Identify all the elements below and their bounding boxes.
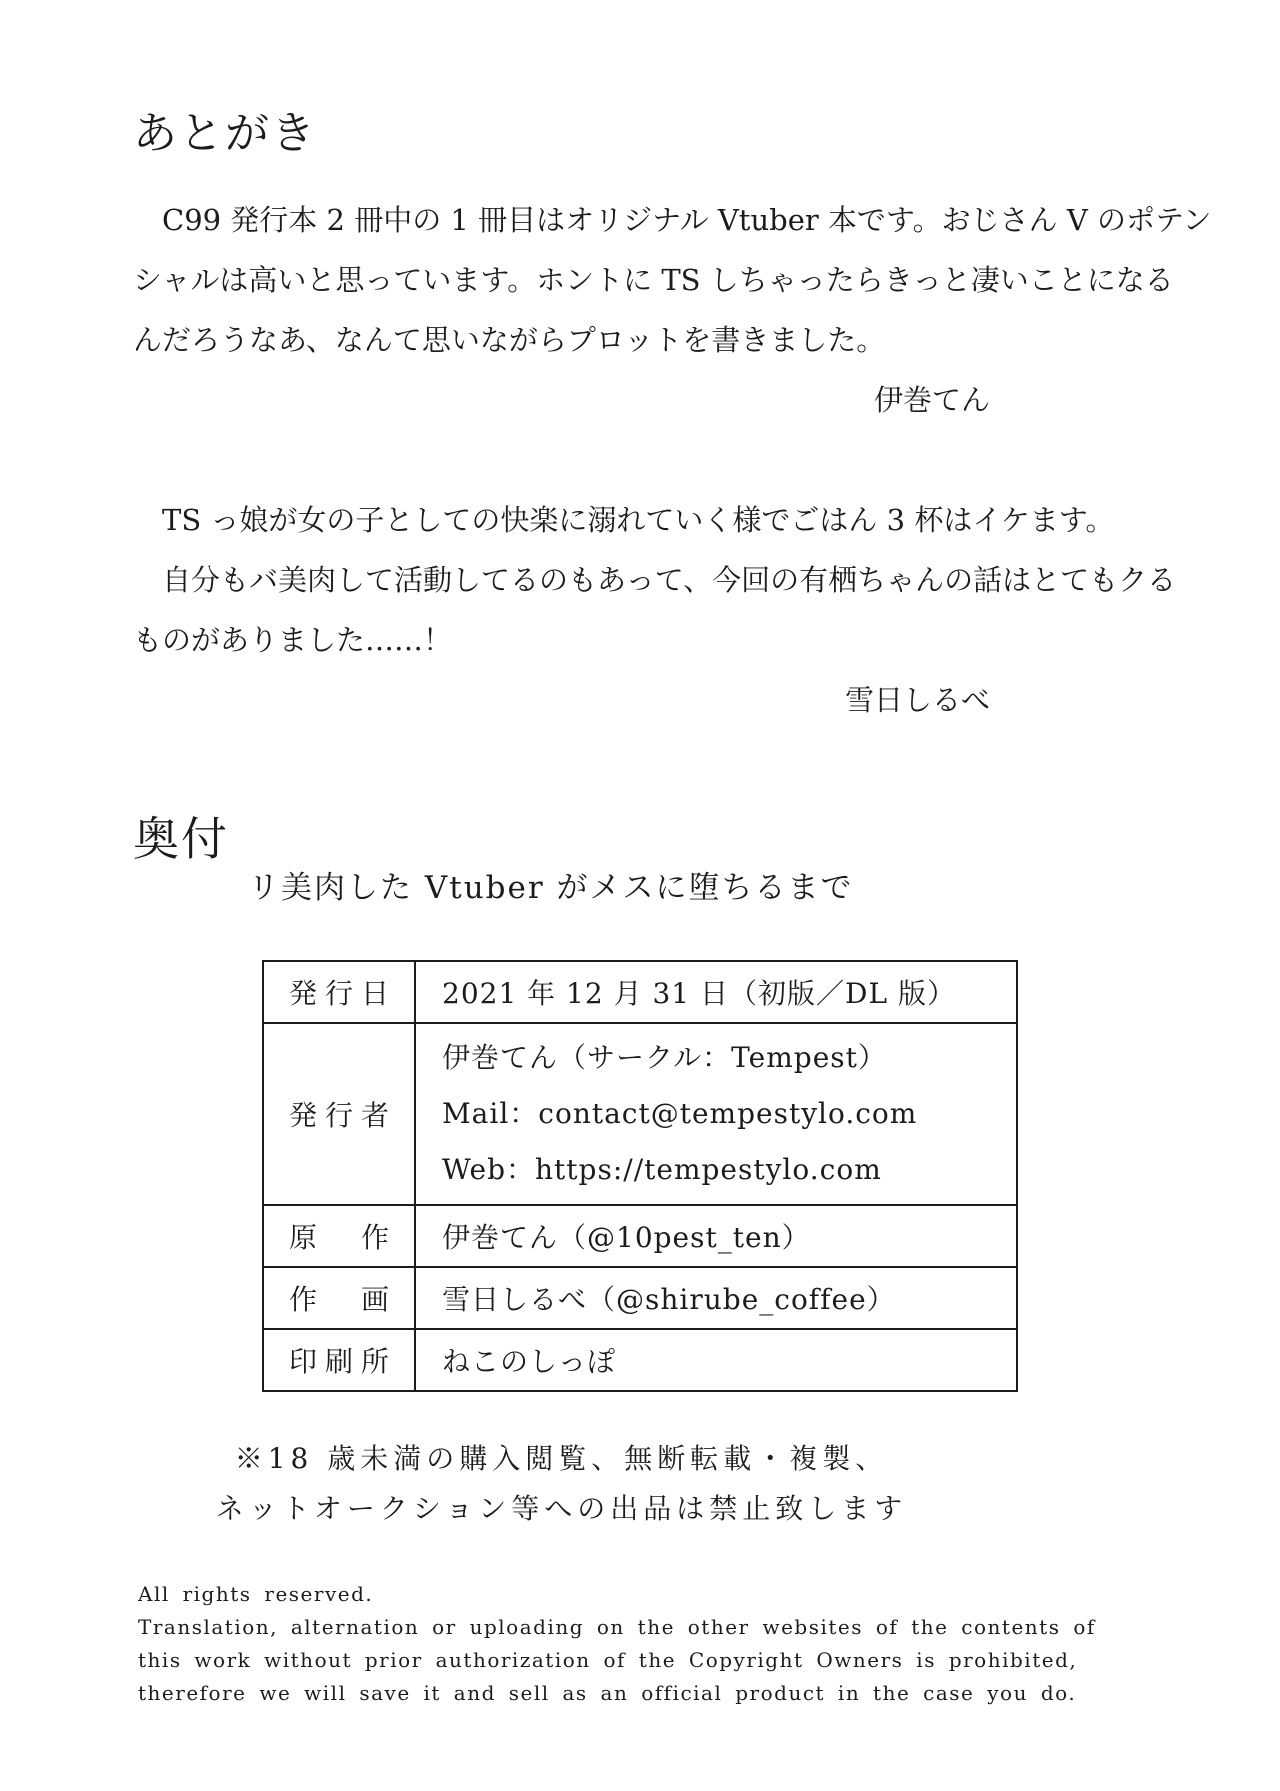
row-label (263, 1267, 415, 1329)
table-row-printer (263, 1329, 1017, 1391)
publisher-mail: Mail：contact@tempestylo.com (442, 1097, 918, 1130)
artist-signature: 雪日しるべ (844, 683, 990, 717)
paragraph-line: シャルは高いと思っています。ホントに TS しちゃったらきっと凄いことになる (133, 263, 1174, 297)
table-row-publisher (263, 1023, 1017, 1205)
row-label-text: 作画 (289, 1283, 389, 1316)
paragraph-line: ものがありました……！ (133, 623, 453, 657)
table-row-publication-date (263, 961, 1017, 1023)
rights-statement (138, 1578, 1096, 1710)
row-label-text: 発行者 (289, 1099, 389, 1132)
author-signature: 伊巻てん (873, 383, 990, 417)
row-value (415, 1329, 1017, 1391)
paragraph-line: C99 発行本 2 冊中の 1 冊目はオリジナル Vtuber 本です。おじさん V のポテン (133, 203, 1212, 237)
row-label (263, 1023, 415, 1205)
paragraph-line: TS っ娘が女の子としての快楽に溺れていく様でごはん 3 杯はイケます。 (133, 503, 1115, 537)
row-label-text: 印刷所 (289, 1345, 389, 1378)
publisher-web: Web：https://tempestylo.com (442, 1153, 882, 1186)
rights-line: this work without prior authorization of the Copyright Owners is prohibited, (138, 1648, 1078, 1672)
colophon-heading: 奥付 (133, 812, 229, 866)
publication-info-table (262, 960, 1018, 1392)
age-restriction-notice (133, 1434, 990, 1534)
notice-line: ネットオークション等への出品は禁止致します (215, 1492, 908, 1525)
row-value-line: 伊巻てん（@10pest_ten） (442, 1221, 811, 1254)
row-label (263, 1205, 415, 1267)
page-content (133, 108, 1212, 1710)
rights-line: therefore we will save it and sell as an official product in the case you do. (138, 1681, 1077, 1705)
afterword-section (133, 108, 1212, 730)
row-value-line: 2021 年 12 月 31 日（初版／DL 版） (442, 977, 956, 1010)
row-label (263, 1329, 415, 1391)
book-title: リ美肉した Vtuber がメスに堕ちるまで (248, 870, 854, 906)
afterword-paragraph-2 (133, 490, 1177, 670)
row-value (415, 1023, 1017, 1205)
row-value-line: ねこのしっぽ (442, 1345, 617, 1378)
row-label-text: 原作 (289, 1221, 389, 1254)
table-row-illustrator (263, 1267, 1017, 1329)
paragraph-line: 自分もバ美肉して活動してるのもあって、今回の有栖ちゃんの話はとてもクる (133, 563, 1177, 597)
paragraph-line: んだろうなあ、なんて思いながらプロットを書きました。 (133, 323, 886, 357)
colophon-section (133, 812, 1096, 1710)
publisher-name: 伊巻てん（サークル：Tempest） (442, 1041, 887, 1074)
row-label-text: 発行日 (289, 977, 389, 1010)
afterword-heading: あとがき (133, 108, 317, 159)
row-label (263, 961, 415, 1023)
notice-line: ※18 歳未満の購入閲覧、無断転載・複製、 (234, 1442, 889, 1475)
row-value (415, 961, 1017, 1023)
row-value (415, 1267, 1017, 1329)
afterword-paragraph-1 (133, 190, 1212, 370)
table-row-original-author (263, 1205, 1017, 1267)
rights-line: Translation, alternation or uploading on the other websites of the contents of (138, 1615, 1096, 1639)
row-value (415, 1205, 1017, 1267)
row-value-line: 雪日しるべ（@shirube_coffee） (442, 1283, 896, 1316)
rights-line: All rights reserved. (138, 1582, 374, 1606)
